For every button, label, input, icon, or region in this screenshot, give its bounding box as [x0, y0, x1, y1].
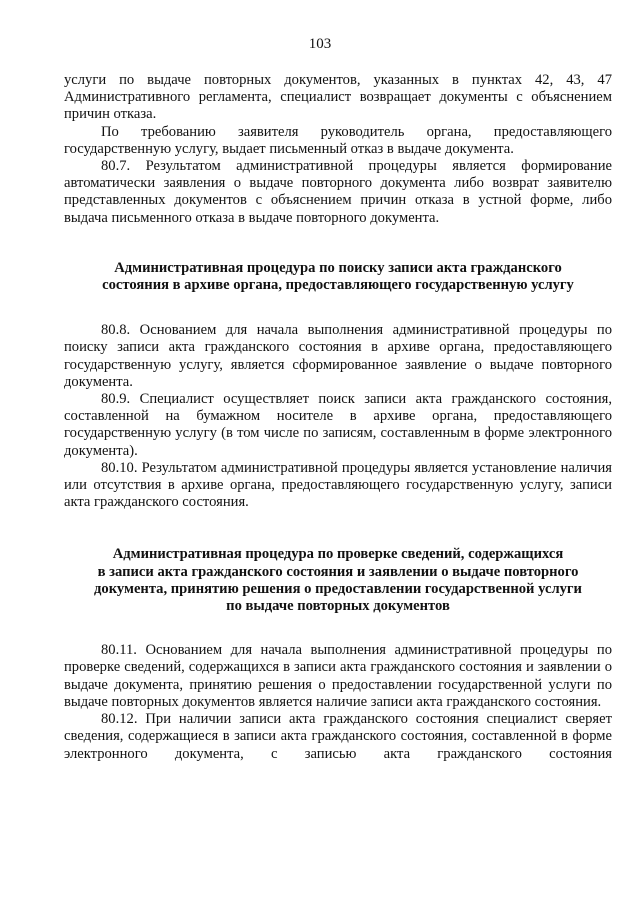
- spacer: [64, 227, 612, 260]
- paragraph-80-11: 80.11. Основанием для начала выполнения административной процедуры по проверке сведений, содержащихся в записи акта гражданского состояния и заявлении о выдаче документа, принятию решения о предоставлении государственной услуги по выдаче повторных документов является наличие записи акта гражданского состояния.: [64, 642, 612, 710]
- paragraph-80-7: 80.7. Результатом административной процедуры является формирование автоматически заявления о выдаче повторного документа либо возврат заявителю представленных документов с объяснением причин отказа в устной форме, либо выдача письменного отказа в выдаче повторного документа.: [64, 158, 612, 226]
- heading-line: Административная процедура по поиску записи акта гражданского: [114, 259, 562, 276]
- paragraph-written-refusal: По требованию заявителя руководитель органа, предоставляющего государственную услугу, выдает письменный отказ в выдаче документа.: [64, 123, 612, 157]
- spacer: [64, 511, 612, 546]
- heading-line: документа, принятию решения о предоставлении государственной услуги: [94, 580, 582, 597]
- spacer: [64, 615, 612, 642]
- paragraph-continuation: услуги по выдаче повторных документов, указанных в пунктах 42, 43, 47 Административного регламента, специалист возвращает документы с объяснением причин отказа.: [64, 72, 612, 123]
- heading-line: по выдаче повторных документов: [226, 598, 450, 615]
- heading-line: состояния в архиве органа, предоставляющего государственную услугу: [102, 277, 574, 294]
- paragraph-80-10: 80.10. Результатом административной процедуры является установление наличия или отсутствия в архиве органа, предоставляющего государственную услугу, записи акта гражданского состояния.: [64, 459, 612, 511]
- page-number: 103: [308, 36, 332, 52]
- paragraph-80-8: 80.8. Основанием для начала выполнения административной процедуры по поиску записи акта гражданского состояния в архиве органа, предоставляющего государственную услугу, является сформированное заявление о выдаче повторного документа.: [64, 322, 612, 390]
- heading-line: Административная процедура по проверке сведений, содержащихся: [112, 546, 564, 563]
- section-heading-archive-search: [64, 260, 612, 294]
- section-heading-verification: [64, 546, 612, 615]
- heading-line: в записи акта гражданского состояния и заявлении о выдаче повторного: [97, 563, 579, 580]
- document-body: [64, 72, 612, 763]
- spacer: [64, 294, 612, 322]
- paragraph-80-9: 80.9. Специалист осуществляет поиск записи акта гражданского состояния, составленной на бумажном носителе в архиве органа, предоставляющего государственную услугу (в том числе по записям, составленным в форме электронного документа).: [64, 391, 612, 459]
- paragraph-80-12: 80.12. При наличии записи акта гражданского состояния специалист сверяет сведения, содержащиеся в записи акта гражданского состояния, составленной в форме электронного документа, с записью акта гражданского состояния: [64, 711, 612, 762]
